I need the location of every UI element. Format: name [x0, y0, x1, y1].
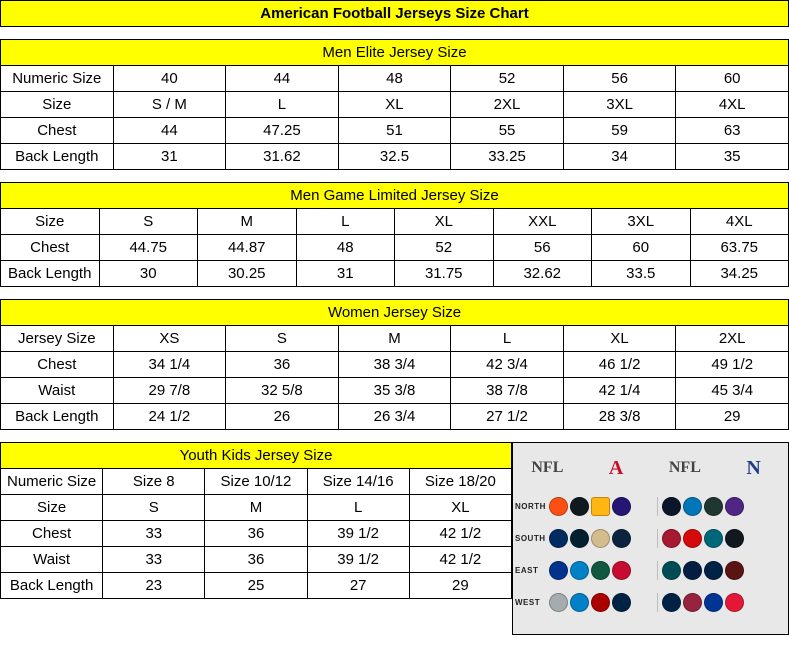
cell: 42 1/4 — [563, 378, 676, 404]
row-label: Chest — [1, 118, 114, 144]
team-logo-icon — [683, 497, 702, 516]
cell: 60 — [676, 66, 789, 92]
cell: XS — [113, 326, 226, 352]
division-row-south — [515, 522, 786, 554]
cell: 56 — [493, 235, 592, 261]
team-logo-icon — [612, 561, 631, 580]
cell: 25 — [205, 573, 307, 599]
row-label: Waist — [1, 378, 114, 404]
table-row — [1, 443, 512, 469]
team-logo-icon — [725, 497, 744, 516]
table-row — [1, 40, 789, 66]
division-row-east — [515, 554, 786, 586]
table-row — [1, 300, 789, 326]
cell: 33.5 — [592, 261, 691, 287]
team-logo-icon — [570, 561, 589, 580]
row-label: Back Length — [1, 144, 114, 170]
division-label: EAST — [515, 565, 539, 575]
row-label: Back Length — [1, 404, 114, 430]
table-row — [1, 209, 789, 235]
table-row — [1, 495, 512, 521]
cell: L — [307, 495, 409, 521]
table-row — [1, 1, 789, 27]
table-row — [1, 573, 512, 599]
youth-kids-table — [0, 442, 512, 599]
cell: 52 — [451, 66, 564, 92]
cell: 48 — [296, 235, 395, 261]
section-heading-youth: Youth Kids Jersey Size — [1, 443, 512, 469]
cell: 63 — [676, 118, 789, 144]
cell: 36 — [226, 352, 339, 378]
nfc-team-logos — [657, 593, 770, 612]
row-label: Chest — [1, 235, 100, 261]
table-row — [1, 261, 789, 287]
men-elite-table — [0, 39, 789, 170]
team-logo-icon — [704, 593, 723, 612]
cell: Size 18/20 — [409, 469, 511, 495]
division-label: SOUTH — [515, 533, 546, 543]
row-label: Back Length — [1, 573, 103, 599]
cell: XL — [409, 495, 511, 521]
afc-team-logos — [549, 529, 657, 548]
team-logo-icon — [591, 529, 610, 548]
nfl-shield-logo-icon: NFL — [668, 459, 701, 476]
cell: 40 — [113, 66, 226, 92]
nfc-team-logos — [657, 497, 770, 516]
cell: M — [338, 326, 451, 352]
team-logo-icon — [570, 497, 589, 516]
cell: 30 — [99, 261, 198, 287]
cell: 49 1/2 — [676, 352, 789, 378]
cell: 56 — [563, 66, 676, 92]
spacer — [0, 27, 789, 39]
team-logo-icon — [683, 593, 702, 612]
row-label: Jersey Size — [1, 326, 114, 352]
cell: 28 3/8 — [563, 404, 676, 430]
cell: 2XL — [451, 92, 564, 118]
cell: 4XL — [676, 92, 789, 118]
team-logo-icon — [612, 529, 631, 548]
section-heading-women: Women Jersey Size — [1, 300, 789, 326]
afc-team-logos — [549, 497, 657, 516]
row-label: Numeric Size — [1, 66, 114, 92]
division-row-west — [515, 586, 786, 618]
cell: 38 7/8 — [451, 378, 564, 404]
team-logo-icon — [549, 593, 568, 612]
cell: 29 — [409, 573, 511, 599]
bottom-section — [0, 442, 789, 635]
cell: XXL — [493, 209, 592, 235]
cell: M — [205, 495, 307, 521]
nfc-team-logos — [657, 529, 770, 548]
section-heading-men-game-limited: Men Game Limited Jersey Size — [1, 183, 789, 209]
cell: Size 10/12 — [205, 469, 307, 495]
afc-team-logos — [549, 561, 657, 580]
cell: M — [198, 209, 297, 235]
team-logo-icon — [549, 497, 568, 516]
cell: 44.87 — [198, 235, 297, 261]
table-row — [1, 92, 789, 118]
row-label: Size — [1, 495, 103, 521]
row-label: Size — [1, 92, 114, 118]
page-title: American Football Jerseys Size Chart — [1, 1, 789, 27]
cell: 34 1/4 — [113, 352, 226, 378]
spacer — [0, 170, 789, 182]
team-logo-icon — [591, 497, 610, 516]
row-label: Back Length — [1, 261, 100, 287]
cell: 27 1/2 — [451, 404, 564, 430]
team-logo-icon — [612, 593, 631, 612]
team-logo-icon — [704, 561, 723, 580]
row-label: Chest — [1, 521, 103, 547]
team-logo-icon — [591, 561, 610, 580]
cell: XL — [563, 326, 676, 352]
cell: S / M — [113, 92, 226, 118]
section-heading-men-elite: Men Elite Jersey Size — [1, 40, 789, 66]
cell: Size 14/16 — [307, 469, 409, 495]
table-row — [1, 378, 789, 404]
women-jersey-table — [0, 299, 789, 430]
cell: 27 — [307, 573, 409, 599]
spacer — [0, 287, 789, 299]
youth-block — [0, 442, 512, 599]
team-logo-icon — [549, 561, 568, 580]
nfl-logo-generic-icon: NFL — [531, 459, 564, 476]
cell: 35 3/8 — [338, 378, 451, 404]
cell: 31.75 — [395, 261, 494, 287]
cell: S — [226, 326, 339, 352]
table-row — [1, 66, 789, 92]
cell: 42 3/4 — [451, 352, 564, 378]
cell: XL — [395, 209, 494, 235]
men-game-limited-table — [0, 182, 789, 287]
cell: 46 1/2 — [563, 352, 676, 378]
document-title-table — [0, 0, 789, 27]
cell: L — [451, 326, 564, 352]
cell: 4XL — [690, 209, 789, 235]
cell: 32.5 — [338, 144, 451, 170]
table-row — [1, 547, 512, 573]
afc-logo-icon: A — [608, 457, 624, 479]
cell: 34.25 — [690, 261, 789, 287]
cell: 59 — [563, 118, 676, 144]
cell: 45 3/4 — [676, 378, 789, 404]
team-logo-icon — [683, 529, 702, 548]
cell: 34 — [563, 144, 676, 170]
nfc-team-logos — [657, 561, 770, 580]
cell: 26 — [226, 404, 339, 430]
cell: 44 — [226, 66, 339, 92]
cell: 35 — [676, 144, 789, 170]
cell: S — [99, 209, 198, 235]
cell: 38 3/4 — [338, 352, 451, 378]
row-label: Size — [1, 209, 100, 235]
table-row — [1, 183, 789, 209]
cell: Size 8 — [103, 469, 205, 495]
row-label: Numeric Size — [1, 469, 103, 495]
team-logo-icon — [662, 593, 681, 612]
cell: 33.25 — [451, 144, 564, 170]
team-logo-icon — [704, 529, 723, 548]
cell: 44.75 — [99, 235, 198, 261]
cell: 2XL — [676, 326, 789, 352]
cell: 32.62 — [493, 261, 592, 287]
cell: 29 7/8 — [113, 378, 226, 404]
team-logo-icon — [683, 561, 702, 580]
table-row — [1, 521, 512, 547]
cell: 44 — [113, 118, 226, 144]
cell: L — [296, 209, 395, 235]
cell: 47.25 — [226, 118, 339, 144]
afc-team-logos — [549, 593, 657, 612]
cell: 24 1/2 — [113, 404, 226, 430]
cell: 32 5/8 — [226, 378, 339, 404]
team-logo-icon — [662, 497, 681, 516]
nfl-teams-panel — [512, 442, 789, 635]
row-label: Waist — [1, 547, 103, 573]
team-logo-icon — [612, 497, 631, 516]
cell: 42 1/2 — [409, 521, 511, 547]
cell: 52 — [395, 235, 494, 261]
cell: 31 — [113, 144, 226, 170]
nfc-logo-icon: N — [746, 457, 761, 479]
table-row — [1, 469, 512, 495]
cell: 30.25 — [198, 261, 297, 287]
team-logo-icon — [704, 497, 723, 516]
cell: 39 1/2 — [307, 521, 409, 547]
team-logo-icon — [591, 593, 610, 612]
cell: 36 — [205, 547, 307, 573]
division-list — [513, 490, 788, 618]
team-logo-icon — [662, 561, 681, 580]
cell: 63.75 — [690, 235, 789, 261]
cell: 39 1/2 — [307, 547, 409, 573]
row-label: Chest — [1, 352, 114, 378]
cell: 48 — [338, 66, 451, 92]
team-logo-icon — [570, 529, 589, 548]
cell: 60 — [592, 235, 691, 261]
team-logo-icon — [662, 529, 681, 548]
cell: 23 — [103, 573, 205, 599]
cell: L — [226, 92, 339, 118]
table-row — [1, 326, 789, 352]
division-label: NORTH — [515, 501, 546, 511]
team-logo-icon — [725, 529, 744, 548]
cell: 36 — [205, 521, 307, 547]
cell: 51 — [338, 118, 451, 144]
cell: 31.62 — [226, 144, 339, 170]
team-logo-icon — [549, 529, 568, 548]
cell: XL — [338, 92, 451, 118]
cell: 42 1/2 — [409, 547, 511, 573]
cell: 3XL — [592, 209, 691, 235]
division-row-north — [515, 490, 786, 522]
cell: 26 3/4 — [338, 404, 451, 430]
cell: 55 — [451, 118, 564, 144]
team-logo-icon — [570, 593, 589, 612]
division-label: WEST — [515, 597, 541, 607]
cell: S — [103, 495, 205, 521]
spacer — [0, 430, 789, 442]
cell: 33 — [103, 547, 205, 573]
table-row — [1, 404, 789, 430]
team-logo-icon — [725, 593, 744, 612]
cell: 33 — [103, 521, 205, 547]
cell: 31 — [296, 261, 395, 287]
cell: 3XL — [563, 92, 676, 118]
table-row — [1, 144, 789, 170]
table-row — [1, 352, 789, 378]
table-row — [1, 235, 789, 261]
team-logo-icon — [725, 561, 744, 580]
cell: 29 — [676, 404, 789, 430]
table-row — [1, 118, 789, 144]
conference-logo-row — [513, 443, 788, 490]
